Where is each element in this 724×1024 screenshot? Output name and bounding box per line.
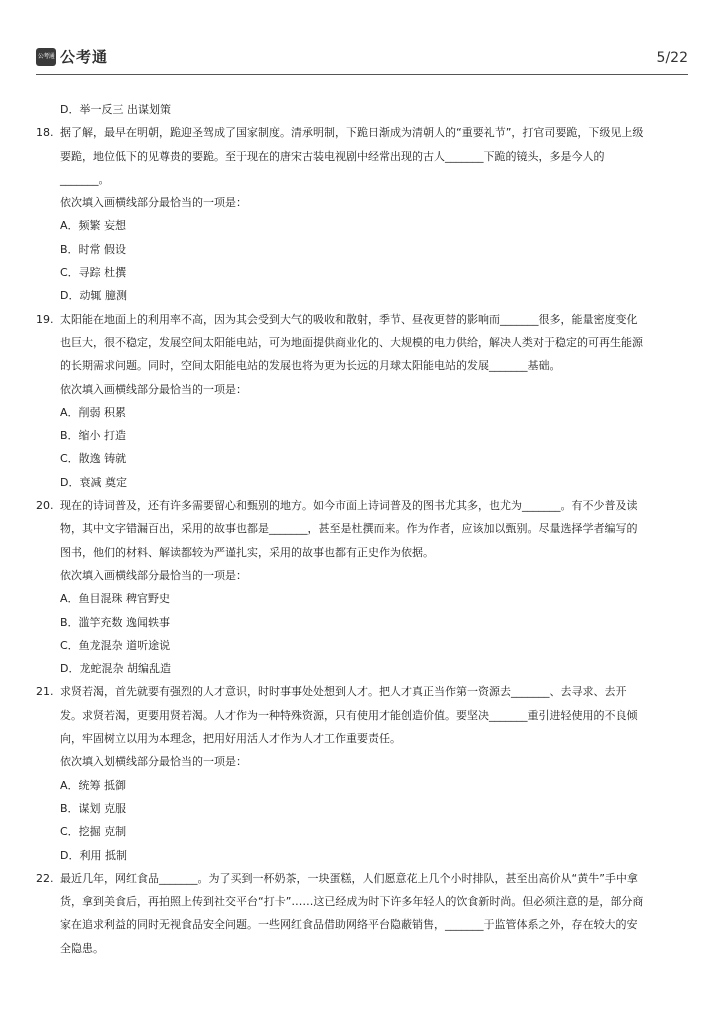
question-21-prompt: 依次填入划横线部分最恰当的一项是： [60,755,247,769]
question-19-line-3: 的长期需求问题。同时，空间太阳能电站的发展也将为更为长远的月球太阳能电站的发展_______基础。 [60,359,561,373]
question-21-line-3: 向，牢固树立以用为本理念，把用好用活人才作为人才工作重要责任。 [60,732,401,746]
question-20-option-c: C．鱼龙混杂 道听途说 [60,638,171,652]
logo-text: 公考通 [60,48,109,66]
question-21-option-b: B．谋划 克服 [60,801,127,815]
question-number: 22. [36,871,54,885]
question-text: 最近几年，网红食品_______。为了买到一杯奶茶，一块蛋糕，人们愿意花上几个小时排队，甚至出高价从“黄牛”手中拿 [60,871,638,885]
question-22-line-1 [36,867,688,890]
question-number: 19. [36,312,54,326]
question-22-line-2: 货，拿到美食后，再拍照上传到社交平台“打卡”……这已经成为时下许多年轻人的饮食新时尚。但必须注意的是，部分商 [60,895,644,909]
question-text: 据了解，最早在明朝，跪迎圣驾成了国家制度。清承明制，下跪日渐成为清朝人的“重要礼节”，打官司要跪，下级见上级 [60,126,644,140]
question-18-line-1 [36,121,688,144]
question-21-option-a: A．统筹 抵御 [60,778,127,792]
question-19-option-b: B．缩小 打造 [60,429,127,443]
question-19-prompt: 依次填入画横线部分最恰当的一项是： [60,382,247,396]
question-18-option-b: B．时常 假设 [60,242,127,256]
logo-icon: 公考通 [36,48,56,66]
question-21-option-d: D．利用 抵制 [60,848,127,862]
question-21-line-1 [36,680,688,703]
header-divider [36,74,688,75]
question-21-line-2: 发。求贤若渴，更要用贤若渴。人才作为一种特殊资源，只有使用才能创造价值。要坚决_______重引进轻使用的不良倾 [60,708,638,722]
question-18-option-d: D．动辄 臆测 [60,289,127,303]
page-number: 5/22 [656,50,688,66]
question-22-line-4: 全隐患。 [60,941,104,955]
question-number: 20. [36,499,54,513]
logo [36,46,108,67]
question-text: 现在的诗词普及，还有许多需要留心和甄别的地方。如今市面上诗词普及的图书尤其多，也尤为_______。有不少普及读 [60,499,638,513]
question-19-option-c: C．散逸 铸就 [60,452,127,466]
question-20-option-a: A．鱼目混珠 稗官野史 [60,592,171,606]
question-19-option-d: D．衰减 奠定 [60,475,127,489]
question-22-line-3: 家在追求利益的同时无视食品安全问题。一些网红食品借助网络平台隐蔽销售，_______于监管体系之外，存在较大的安 [60,918,638,932]
question-19-line-1 [36,308,688,331]
question-18-option-c: C．寻踪 杜撰 [60,266,127,280]
question-number: 18. [36,126,54,140]
question-number: 21. [36,685,54,699]
question-list [36,98,688,960]
question-21-option-c: C．挖掘 克制 [60,825,127,839]
page-header [36,44,688,74]
question-20-option-b: B．滥竽充数 逸闻轶事 [60,615,171,629]
question-18-line-3: _______。 [60,172,110,186]
question-20-prompt: 依次填入画横线部分最恰当的一项是： [60,568,247,582]
option-carryover: D．举一反三 出谋划策 [60,103,171,116]
question-19-option-a: A．削弱 积累 [60,405,127,419]
question-20-option-d: D．龙蛇混杂 胡编乱造 [60,662,171,676]
question-text: 求贤若渴，首先就要有强烈的人才意识，时时事事处处想到人才。把人才真正当作第一资源去_______、去寻求、去开 [60,685,627,699]
question-19-line-2: 也巨大，很不稳定，发展空间太阳能电站，可为地面提供商业化的、大规模的电力供给，解决人类对于稳定的可再生能源 [60,335,643,349]
question-18-prompt: 依次填入画横线部分最恰当的一项是： [60,196,247,210]
question-20-line-1 [36,494,688,517]
question-18-option-a: A．频繁 妄想 [60,219,127,233]
question-18-line-2: 要跪，地位低下的见尊贵的要跪。至于现在的唐宋古装电视剧中经常出现的古人_______下跪的镜头，多是今人的 [60,149,605,163]
question-20-line-2: 物，其中文字错漏百出，采用的故事也都是_______，甚至是杜撰而来。作为作者，应该加以甄别。尽量选择学者编写的 [60,522,638,536]
question-20-line-3: 图书，他们的材料、解读都较为严谨扎实，采用的故事也都有正史作为依据。 [60,545,434,559]
question-text: 太阳能在地面上的利用率不高，因为其会受到大气的吸收和散射，季节、昼夜更替的影响而_______很多，能量密度变化 [60,312,638,326]
